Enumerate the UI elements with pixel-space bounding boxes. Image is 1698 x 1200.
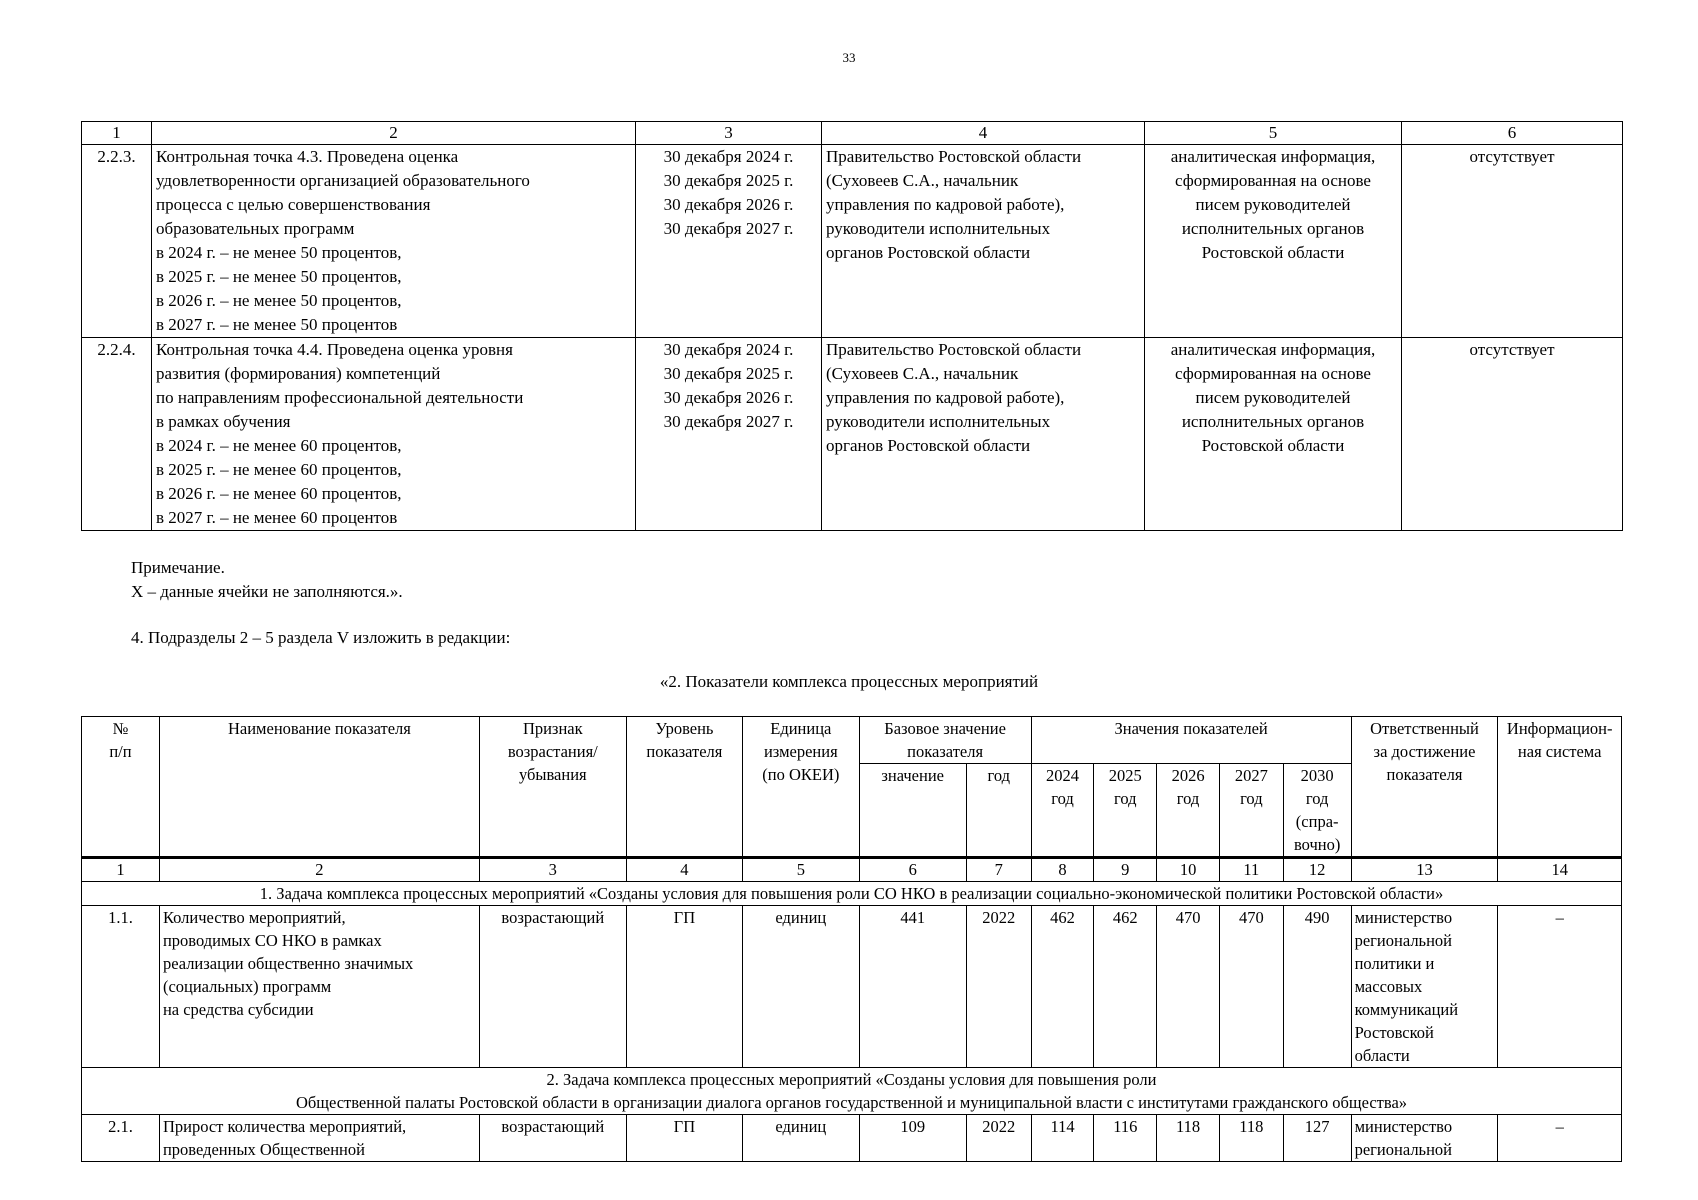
indicators-table (81, 716, 1622, 1162)
column-index: 10 (1157, 858, 1220, 882)
row-number: 2.1. (82, 1115, 160, 1162)
section-title: «2. Показатели комплекса процессных мероприятий (659, 672, 1039, 691)
header-cell: 4 (822, 122, 1145, 145)
task-2-heading: 2. Задача комплекса процессных мероприятий «Созданы условия для повышения роли Общественной палаты Ростовской области в организации диалога органов государственной и муниципальной власти с институтами гражданского общества» (82, 1068, 1622, 1115)
value-2024: 462 (1031, 906, 1094, 1068)
info-system-value: – (1498, 1115, 1622, 1162)
info-system-value: – (1498, 906, 1622, 1068)
row-number: 2.2.4. (82, 338, 152, 531)
task-1-heading: 1. Задача комплекса процессных мероприятий «Созданы условия для повышения роли СО НКО в реализации социально-экономической политики Ростовской области» (82, 882, 1622, 906)
header-base-value-value: значение (859, 764, 966, 858)
header-base-value: Базовое значение показателя (859, 717, 1031, 764)
control-point-description: Контрольная точка 4.4. Проведена оценка уровня развития (формирования) компетенций по направлениям профессиональной деятельности в рамках обучения в 2024 г. – не менее 60 процентов, в 2025 г. – не менее 60 процентов, в 2026 г. – не менее 60 процентов, в 2027 г. – не менее 60 процентов (152, 338, 636, 531)
column-index: 13 (1351, 858, 1498, 882)
indicator-name: Прирост количества мероприятий, проведенных Общественной (159, 1115, 479, 1162)
header-responsible: Ответственный за достижение показателя (1351, 717, 1498, 858)
header-cell: 5 (1145, 122, 1402, 145)
value-2027: 470 (1219, 906, 1283, 1068)
note-title: Примечание. (131, 558, 225, 577)
header-cell: 6 (1402, 122, 1623, 145)
header-values: Значения показателей (1031, 717, 1351, 764)
indicator-sign: возрастающий (479, 1115, 626, 1162)
value-2027: 118 (1219, 1115, 1283, 1162)
value-2026: 118 (1157, 1115, 1220, 1162)
information-system: отсутствует (1402, 145, 1623, 338)
column-index: 6 (859, 858, 966, 882)
indicator-level: ГП (626, 1115, 742, 1162)
indicator-sign: возрастающий (479, 906, 626, 1068)
row-number: 1.1. (82, 906, 160, 1068)
base-year: 2022 (966, 1115, 1031, 1162)
deadline-dates: 30 декабря 2024 г. 30 декабря 2025 г. 30 декабря 2026 г. 30 декабря 2027 г. (636, 338, 822, 531)
header-cell: 1 (82, 122, 152, 145)
page-number: 33 (842, 50, 856, 65)
header-year-2027: 2027 год (1219, 764, 1283, 858)
table-row (82, 145, 1623, 338)
column-index-row (82, 858, 1622, 882)
value-2024: 114 (1031, 1115, 1094, 1162)
responsible-executor: Правительство Ростовской области (Суховеев С.А., начальник управления по кадровой работе), руководители исполнительных органов Ростовской области (822, 145, 1145, 338)
value-2026: 470 (1157, 906, 1220, 1068)
control-point-description: Контрольная точка 4.3. Проведена оценка удовлетворенности организацией образовательного процесса с целью совершенствования образовательных программ в 2024 г. – не менее 50 процентов, в 2025 г. – не менее 50 процентов, в 2026 г. – не менее 50 процентов, в 2027 г. – не менее 50 процентов (152, 145, 636, 338)
header-year-2024: 2024 год (1031, 764, 1094, 858)
header-cell: 2 (152, 122, 636, 145)
header-indicator-name: Наименование показателя (159, 717, 479, 858)
control-points-table (81, 121, 1623, 531)
column-index: 14 (1498, 858, 1622, 882)
header-sign: Признак возрастания/ убывания (479, 717, 626, 858)
indicator-name: Количество мероприятий, проводимых СО НКО в рамках реализации общественно значимых (социальных) программ на средства субсидии (159, 906, 479, 1068)
header-cell: 3 (636, 122, 822, 145)
base-value: 109 (859, 1115, 966, 1162)
column-index: 2 (159, 858, 479, 882)
note-block (131, 556, 403, 604)
header-year-2026: 2026 год (1157, 764, 1220, 858)
header-info-system: Информацион- ная система (1498, 717, 1622, 858)
value-2025: 462 (1094, 906, 1157, 1068)
column-index: 7 (966, 858, 1031, 882)
task-row (82, 1068, 1622, 1115)
indicator-unit: единиц (743, 1115, 859, 1162)
information-system: отсутствует (1402, 338, 1623, 531)
header-unit: Единица измерения (по ОКЕИ) (743, 717, 859, 858)
indicator-level: ГП (626, 906, 742, 1068)
task-row (82, 882, 1622, 906)
column-index: 4 (626, 858, 742, 882)
table-row (82, 1115, 1622, 1162)
value-2030: 490 (1283, 906, 1351, 1068)
responsible-body: министерство региональной политики и массовых коммуникаций Ростовской области (1351, 906, 1498, 1068)
table-header-row (82, 717, 1622, 764)
base-year: 2022 (966, 906, 1031, 1068)
base-value: 441 (859, 906, 966, 1068)
header-num: № п/п (82, 717, 160, 858)
value-2030: 127 (1283, 1115, 1351, 1162)
responsible-body: министерство региональной (1351, 1115, 1498, 1162)
table-row (82, 906, 1622, 1068)
confirming-document: аналитическая информация, сформированная на основе писем руководителей исполнительных органов Ростовской области (1145, 145, 1402, 338)
header-base-value-year: год (966, 764, 1031, 858)
header-year-2030: 2030 год (спра- вочно) (1283, 764, 1351, 858)
column-index: 1 (82, 858, 160, 882)
column-index: 3 (479, 858, 626, 882)
column-index: 11 (1219, 858, 1283, 882)
confirming-document: аналитическая информация, сформированная на основе писем руководителей исполнительных органов Ростовской области (1145, 338, 1402, 531)
column-index: 5 (743, 858, 859, 882)
note-text: Х – данные ячейки не заполняются.». (131, 582, 403, 601)
responsible-executor: Правительство Ростовской области (Суховеев С.А., начальник управления по кадровой работе), руководители исполнительных органов Ростовской области (822, 338, 1145, 531)
row-number: 2.2.3. (82, 145, 152, 338)
column-index: 12 (1283, 858, 1351, 882)
column-index: 9 (1094, 858, 1157, 882)
table-row (82, 338, 1623, 531)
indicator-unit: единиц (743, 906, 859, 1068)
header-level: Уровень показателя (626, 717, 742, 858)
value-2025: 116 (1094, 1115, 1157, 1162)
item-4-text: 4. Подразделы 2 – 5 раздела V изложить в редакции: (131, 628, 511, 647)
deadline-dates: 30 декабря 2024 г. 30 декабря 2025 г. 30 декабря 2026 г. 30 декабря 2027 г. (636, 145, 822, 338)
table-header-row (82, 122, 1623, 145)
column-index: 8 (1031, 858, 1094, 882)
header-year-2025: 2025 год (1094, 764, 1157, 858)
